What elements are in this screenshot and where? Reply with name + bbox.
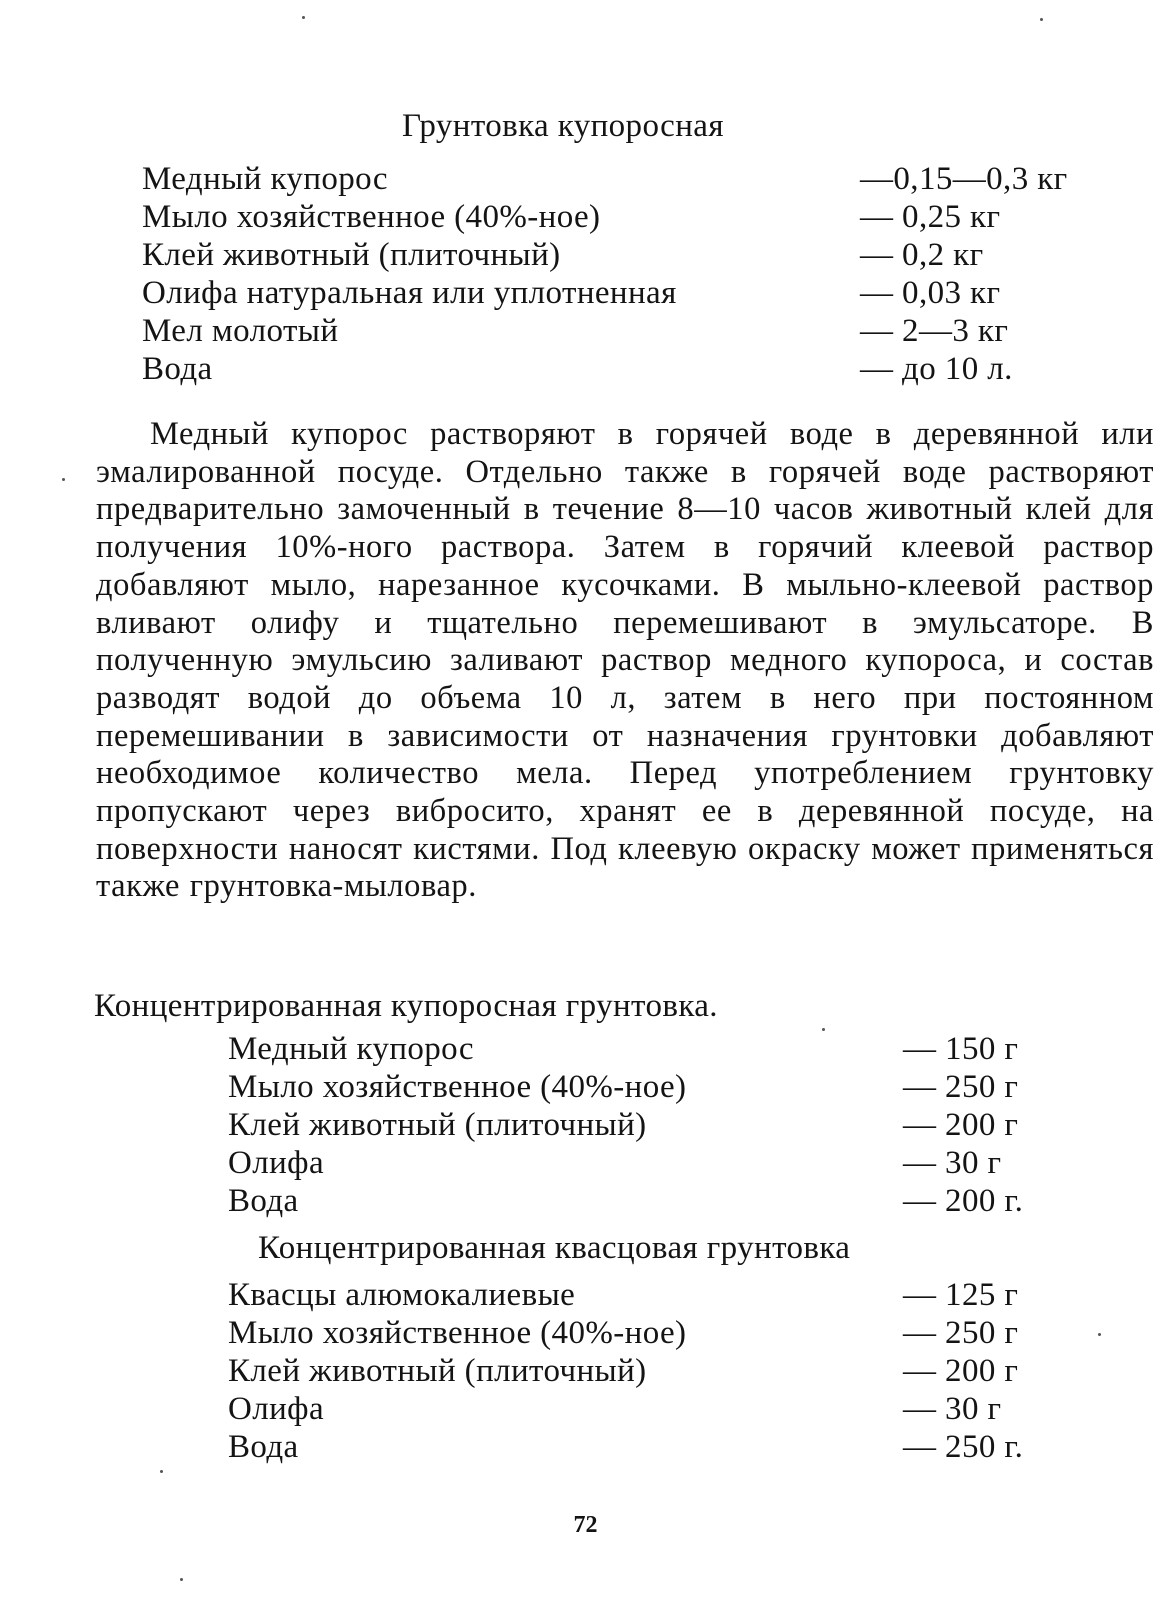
scan-speck [180, 1578, 183, 1581]
ingredient-amount: — 0,25 кг [860, 199, 1001, 235]
scan-speck [160, 1470, 163, 1473]
ingredient-row [228, 1144, 1048, 1182]
ingredient-name: Олифа [228, 1391, 324, 1427]
ingredient-row [142, 274, 1042, 312]
recipe-2-ingredients [228, 1030, 1048, 1220]
ingredient-name: Вода [228, 1429, 299, 1465]
ingredient-name: Мыло хозяйственное (40%-ное) [228, 1315, 687, 1351]
ingredient-row [228, 1390, 1048, 1428]
ingredient-amount: — 125 г [903, 1277, 1019, 1313]
ingredient-name: Медный купорос [228, 1031, 474, 1067]
ingredient-amount: — 200 г [903, 1107, 1019, 1143]
ingredient-amount: —0,15—0,3 кг [860, 161, 1068, 197]
ingredient-amount: — 250 г. [903, 1429, 1024, 1465]
ingredient-amount: — 2—3 кг [860, 313, 1009, 349]
scan-speck [302, 16, 305, 19]
ingredient-name: Вода [228, 1183, 299, 1219]
ingredient-amount: — 200 г. [903, 1183, 1024, 1219]
ingredient-row [142, 350, 1042, 388]
ingredient-amount: — 250 г [903, 1315, 1019, 1351]
ingredient-row [228, 1182, 1048, 1220]
recipe-1-ingredients [142, 160, 1068, 388]
ingredient-amount: — 0,03 кг [860, 275, 1001, 311]
ingredient-row [228, 1030, 1048, 1068]
ingredient-amount: — 0,2 кг [860, 237, 984, 273]
scan-speck [1040, 18, 1043, 21]
scan-speck [1098, 1333, 1101, 1336]
recipe-2-title: Концентрированная купоросная грунтовка. [94, 988, 718, 1024]
ingredient-amount: — 30 г [903, 1145, 1002, 1181]
ingredient-name: Вода [142, 351, 213, 387]
ingredient-row [142, 236, 1042, 274]
ingredient-row [142, 198, 1042, 236]
ingredient-name: Клей животный (плиточный) [228, 1353, 647, 1389]
ingredient-name: Квасцы алюмокалиевые [228, 1277, 576, 1313]
scan-speck [62, 478, 65, 481]
scan-speck [822, 1028, 825, 1031]
ingredient-name: Олифа натуральная или уплотненная [142, 275, 677, 311]
ingredient-amount: — 200 г [903, 1353, 1019, 1389]
ingredient-amount: — 250 г [903, 1069, 1019, 1105]
ingredient-amount: — 30 г [903, 1391, 1002, 1427]
ingredient-name: Клей животный (плиточный) [228, 1107, 647, 1143]
ingredient-name: Мыло хозяйственное (40%-ное) [142, 199, 601, 235]
ingredient-row [228, 1352, 1048, 1390]
ingredient-name: Мел молотый [142, 313, 339, 349]
ingredient-amount: — до 10 л. [860, 351, 1013, 387]
recipe-3-ingredients [228, 1276, 1048, 1466]
ingredient-row [142, 312, 1042, 350]
ingredient-row [142, 160, 1068, 198]
ingredient-row [228, 1314, 1048, 1352]
ingredient-row [228, 1428, 1048, 1466]
recipe-3-title: Концентрированная квасцовая грунтовка [258, 1230, 851, 1266]
ingredient-amount: — 150 г [903, 1031, 1019, 1067]
ingredient-row [228, 1276, 1048, 1314]
recipe-1-title: Грунтовка купоросная [402, 108, 724, 144]
ingredient-name: Медный купорос [142, 161, 388, 197]
paragraph-text: Медный купорос растворяют в горячей воде в деревянной или эмалированной посуде. Отдельно также в горячей воде растворяют предварительно замоченный в течение 8—10 часов животный клей для получения 10%-ного раствора. Затем в горячий клеевой раствор добавляют мыло, нарезанное кусочками. В мыльно-клеевой раствор вливают олифу и тщательно перемешивают в эмульсаторе. В полученную эмульсию заливают раствор медного купороса, и состав разводят водой до объема 10 л, затем в него при постоянном перемешивании в зависимости от назначения грунтовки добавляют необходимое количество мела. Перед употреблением грунтовку пропускают через вибросито, хранят ее в деревянной посуде, на поверхности наносят кистями. Под клеевую окраску может применяться также грунтовка-мыловар. [96, 416, 1154, 905]
ingredient-name: Клей животный (плиточный) [142, 237, 561, 273]
page-number: 72 [573, 1512, 598, 1538]
ingredient-name: Мыло хозяйственное (40%-ное) [228, 1069, 687, 1105]
ingredient-name: Олифа [228, 1145, 324, 1181]
body-paragraph [96, 416, 1154, 906]
ingredient-row [228, 1068, 1048, 1106]
ingredient-row [228, 1106, 1048, 1144]
